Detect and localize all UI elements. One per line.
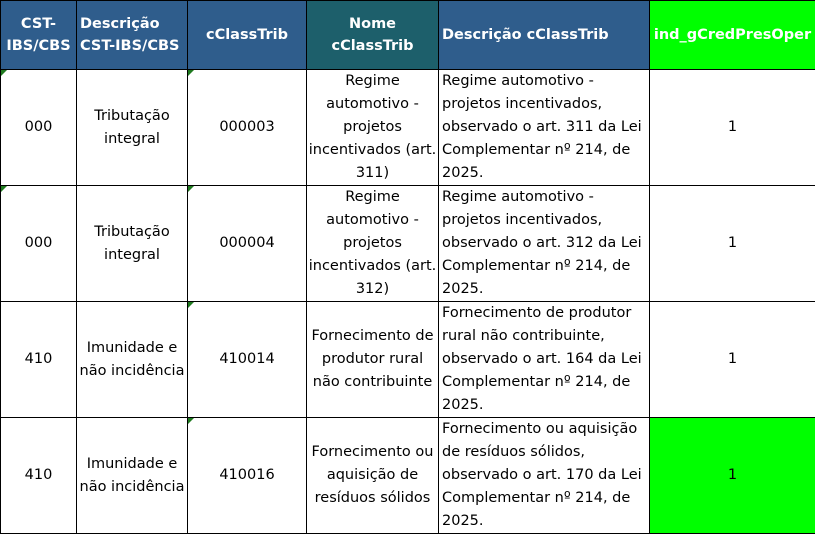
- cell-descricao-cst[interactable]: [77, 70, 188, 186]
- comment-marker: [188, 186, 194, 192]
- cell-nome-text: Regime automotivo - projetos incentivados (art. 312): [308, 189, 437, 297]
- cell-cst-text: 000: [24, 235, 53, 251]
- cell-nome[interactable]: [307, 418, 439, 534]
- cell-descricao[interactable]: [439, 302, 650, 418]
- table-row: [1, 302, 815, 418]
- cell-descricao-cst[interactable]: [77, 186, 188, 302]
- cell-nome[interactable]: [307, 302, 439, 418]
- table-row: [1, 418, 815, 534]
- cell-ind[interactable]: [650, 70, 815, 186]
- cell-cclasstrib[interactable]: [188, 186, 307, 302]
- cell-nome-text: Fornecimento de produtor rural não contribuinte: [311, 328, 434, 390]
- cell-ind-highlighted[interactable]: [650, 418, 815, 534]
- cell-descricao-text: Fornecimento ou aquisição de resíduos sólidos, observado o art. 170 da Lei Complementar nº 214, de 2025.: [442, 421, 642, 529]
- cell-descricao-text: Regime automotivo - projetos incentivados, observado o art. 311 da Lei Complementar nº 214, de 2025.: [442, 73, 642, 181]
- cell-cst[interactable]: [1, 302, 77, 418]
- cell-cst[interactable]: [1, 186, 77, 302]
- cell-cst[interactable]: [1, 70, 77, 186]
- cell-nome[interactable]: [307, 186, 439, 302]
- cell-descricao-cst-text: Imunidade e não incidência: [79, 455, 185, 495]
- cell-ind-text: 1: [727, 235, 738, 251]
- cell-descricao-text: Regime automotivo - projetos incentivados, observado o art. 312 da Lei Complementar nº 214, de 2025.: [442, 189, 642, 297]
- cell-ind[interactable]: [650, 186, 815, 302]
- cell-cst-text: 410: [24, 467, 53, 483]
- cell-cclasstrib-text: 000003: [219, 119, 275, 135]
- cell-cclasstrib-text: 410016: [219, 467, 275, 483]
- cell-descricao-cst-text: Tributação integral: [94, 223, 170, 263]
- comment-marker: [1, 70, 7, 76]
- comment-marker: [188, 302, 194, 308]
- header-ind-gcredpresoper: ind_gCredPresOper: [650, 1, 815, 70]
- header-nome-cclasstrib: Nome cClassTrib: [307, 1, 439, 70]
- cell-descricao-text: Fornecimento de produtor rural não contribuinte, observado o art. 164 da Lei Complementar nº 214, de 2025.: [442, 305, 642, 413]
- cell-cclasstrib-text: 410014: [219, 351, 275, 367]
- cell-descricao[interactable]: [439, 70, 650, 186]
- cell-ind-text: 1: [727, 467, 738, 483]
- cell-cst-text: 000: [24, 119, 53, 135]
- header-descricao-cst: Descrição CST-IBS/CBS: [77, 1, 188, 70]
- cell-descricao-cst-text: Tributação integral: [94, 107, 170, 147]
- cell-cclasstrib[interactable]: [188, 302, 307, 418]
- header-cclasstrib: cClassTrib: [188, 1, 307, 70]
- comment-marker: [188, 418, 194, 424]
- cell-nome-text: Regime automotivo - projetos incentivados (art. 311): [308, 73, 437, 181]
- cell-cclasstrib-text: 000004: [219, 235, 275, 251]
- cell-nome[interactable]: [307, 70, 439, 186]
- cell-ind-text: 1: [727, 351, 738, 367]
- cell-descricao-cst[interactable]: [77, 418, 188, 534]
- cell-cclasstrib[interactable]: [188, 70, 307, 186]
- cell-ind-text: 1: [727, 119, 738, 135]
- header-cst: CST-IBS/CBS: [1, 1, 77, 70]
- cell-ind[interactable]: [650, 302, 815, 418]
- cell-cst-text: 410: [24, 351, 53, 367]
- cell-cst[interactable]: [1, 418, 77, 534]
- cell-descricao-cst-text: Imunidade e não incidência: [79, 339, 185, 379]
- table-row: [1, 186, 815, 302]
- comment-marker: [1, 186, 7, 192]
- header-descricao-cclasstrib: Descrição cClassTrib: [439, 1, 650, 70]
- cell-descricao[interactable]: [439, 186, 650, 302]
- table-row: [1, 70, 815, 186]
- cell-descricao-cst[interactable]: [77, 302, 188, 418]
- cell-nome-text: Fornecimento ou aquisição de resíduos sólidos: [311, 444, 434, 506]
- header-row: [1, 1, 815, 70]
- comment-marker: [188, 70, 194, 76]
- cell-cclasstrib[interactable]: [188, 418, 307, 534]
- cell-descricao[interactable]: [439, 418, 650, 534]
